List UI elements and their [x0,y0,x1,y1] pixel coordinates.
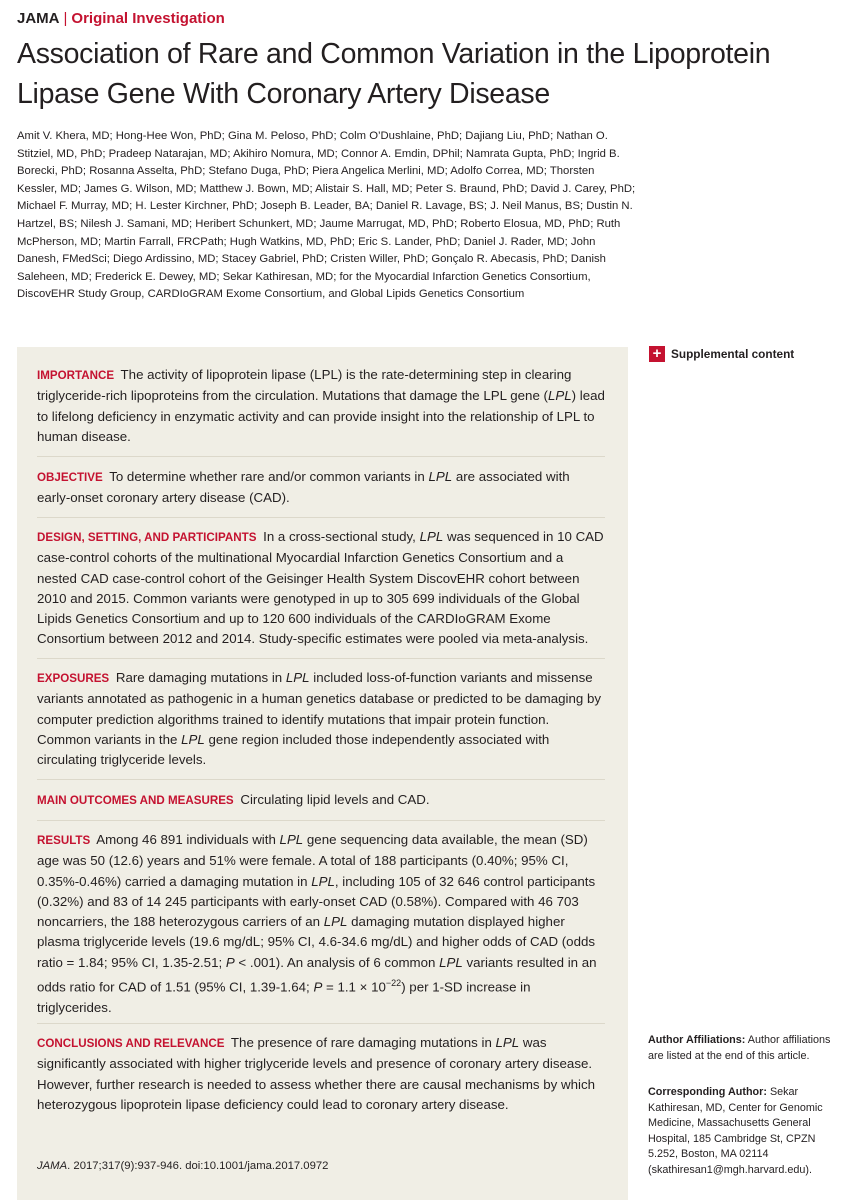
journal-name: JAMA [17,10,60,27]
article-title: Association of Rare and Common Variation in the Lipoprotein Lipase Gene With Coronary Artery Disease [17,38,771,110]
abstract-box [17,347,628,1200]
section-divider [37,517,605,518]
section-heading: DESIGN, SETTING, AND PARTICIPANTS [37,531,257,544]
abstract-results: RESULTS Among 46 891 individuals with LPL gene sequencing data available, the mean (SD) age was 50 (12.6) years and 51% were female. A total of 188 participants (0.40%; 95% CI, 0.35%-0.46%) carried a damaging mutation in LPL, including 105 of 32 646 control participants (0.32%) and 83 of 14 245 participants with early-onset CAD (0.58%). Compared with 46 703 noncarriers, the 188 heterozygous carriers of an LPL damaging mutation displayed higher plasma triglyceride levels (19.6 mg/dL; 95% CI, 4.6-34.6 mg/dL) and higher odds of CAD (odds ratio = 1.84; 95% CI, 1.35-2.51; P < .001). An analysis of 6 common LPL variants resulted in an odds ratio for CAD of 1.51 (95% CI, 1.39-1.64; $P = 1.1 \times 10^{-22}$) per 1-SD increase in triglycerides. [37,832,597,1015]
section-heading: OBJECTIVE [37,471,103,484]
abstract-design: DESIGN, SETTING, AND PARTICIPANTS In a cross-sectional study, LPL was sequenced in 10 CAD case-control cohorts of the multinational Myocardial Infarction Genetics Consortium and a nested CAD case-control cohort of the Geisinger Health System DiscovEHR cohort between 2010 and 2015. Common variants were genotyped in up to 305 699 individuals of the Global Lipids Genetics Consortium and up to 120 600 individuals of the CARDIoGRAM Exome Consortium between 2012 and 2014. Study-specific estimates were pooled via meta-analysis. [37,529,604,647]
section-divider [37,658,605,659]
article-citation: JAMA. 2017;317(9):937-946. doi:10.1001/jama.2017.0972 [37,1160,329,1172]
section-heading: RESULTS [37,834,91,847]
abstract-exposures: EXPOSURES Rare damaging mutations in LPL included loss-of-function variants and missense variants annotated as pathogenic in a human genetics database or predicted to be damaging by computer prediction algorithms trained to identify mutations that impair protein function. Common variants in the LPL gene region included those independently associated with circulating triglyceride levels. [37,670,602,768]
journal-header [17,10,225,27]
abstract-conclusions: CONCLUSIONS AND RELEVANCE The presence of rare damaging mutations in LPL was significantly associated with higher triglyceride levels and presence of coronary artery disease. However, further research is needed to assess whether there are causal mechanisms by which heterozygous lipoprotein lipase deficiency could lead to coronary artery disease. [37,1035,596,1112]
abstract-importance: IMPORTANCE The activity of lipoprotein lipase (LPL) is the rate-determining step in clearing triglyceride-rich lipoproteins from the circulation. Mutations that damage the LPL gene (LPL) lead to lifelong deficiency in enzymatic activity and can provide insight into the relationship of LPL to human disease. [37,367,605,444]
plus-icon: + [649,346,665,362]
corresponding-author: Corresponding Author: Sekar Kathiresan, MD, Center for Genomic Medicine, Massachusetts General Hospital, 185 Cambridge St, CPZN 5.252, Boston, MA 02114 (skathiresan1@mgh.harvard.edu). [648,1086,823,1176]
section-divider [37,1023,605,1024]
section-divider [37,779,605,780]
author-list: Amit V. Khera, MD; Hong-Hee Won, PhD; Gina M. Peloso, PhD; Colm O’Dushlaine, PhD; Dajiang Liu, PhD; Nathan O. Stitziel, MD, PhD; Pradeep Natarajan, MD; Akihiro Nomura, MD; Connor A. Emdin, DPhil; Namrata Gupta, PhD; Ingrid B. Borecki, PhD; Rosanna Asselta, PhD; Stefano Duga, PhD; Piera Angelica Merlini, MD; Adolfo Correa, MD; Thorsten Kessler, MD; James G. Wilson, MD; Matthew J. Bown, MD; Alistair S. Hall, MD; Peter S. Braund, PhD; David J. Carey, PhD; Michael F. Murray, MD; H. Lester Kirchner, PhD; Joseph B. Leader, BA; Daniel R. Lavage, BS; J. Neil Manus, BS; Dustin N. Hartzel, BS; Nilesh J. Samani, MD; Heribert Schunkert, MD; Jaume Marrugat, MD, PhD; Roberto Elosua, MD, PhD; Ruth McPherson, MD; Martin Farrall, FRCPath; Hugh Watkins, MD, PhD; Eric S. Lander, PhD; Daniel J. Rader, MD; John Danesh, FMedSci; Diego Ardissino, MD; Stacey Gabriel, PhD; Cristen Willer, PhD; Gonçalo R. Abecasis, PhD; Danish Saleheen, MD; Frederick E. Dewey, MD; Sekar Kathiresan, MD; for the Myocardial Infarction Genetics Consortium, DiscovEHR Study Group, CARDIoGRAM Exome Consortium, and Global Lipids Genetics Consortium [17,130,636,301]
section-heading: EXPOSURES [37,672,110,685]
section-divider [37,820,605,821]
article-section: Original Investigation [71,10,225,27]
section-heading: IMPORTANCE [37,369,115,382]
supplemental-content-link[interactable] [649,346,794,362]
supplemental-label: Supplemental content [671,347,795,361]
abstract-outcomes: MAIN OUTCOMES AND MEASURES Circulating lipid levels and CAD. [37,792,430,807]
section-heading: CONCLUSIONS AND RELEVANCE [37,1037,225,1050]
abstract-objective: OBJECTIVE To determine whether rare and/or common variants in LPL are associated with early-onset coronary artery disease (CAD). [37,469,570,506]
author-affiliations: Author Affiliations: Author affiliations are listed at the end of this article. [648,1034,831,1062]
section-divider [37,456,605,457]
section-heading: MAIN OUTCOMES AND MEASURES [37,794,234,807]
header-separator: | [63,10,68,27]
